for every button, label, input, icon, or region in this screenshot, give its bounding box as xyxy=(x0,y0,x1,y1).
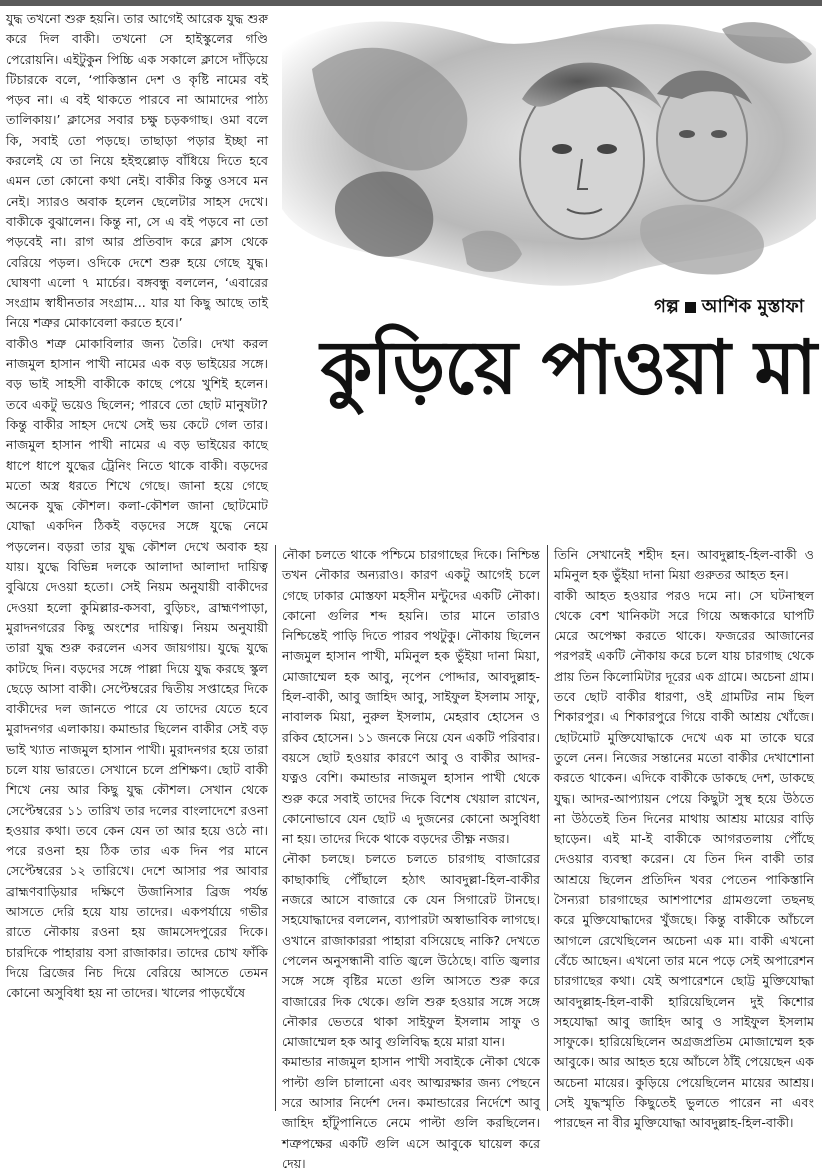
separator-square-icon xyxy=(685,302,696,313)
article-column-3 xyxy=(554,545,814,1131)
paragraph: তিনি সেখানেই শহীদ হন। আবদুল্লাহ-হিল-বাকী ও মমিনুল হক ভুঁইয়া দানা মিয়া গুরুতর আহত হন। xyxy=(554,547,814,583)
author-name: আশিক মুস্তাফা xyxy=(701,296,804,317)
category-label: গল্প xyxy=(654,296,679,317)
paragraph: নৌকা চলছে। চলতে চলতে চারগাছ বাজারের কাছাকাছি পৌঁছালে হঠাৎ আবদুল্লা-হিল-বাকীর নজরে আসে বাজারে কে যেন সিগারেট টানছে। সহযোদ্ধাদের বললেন, ব্যাপারটা অস্বাভাবিক লাগছে। ওখানে রাজাকাররা পাহারা বসিয়েছে নাকি? দেখতে পেলেন অনুসন্ধানী বাতি জ্বলে উঠেছে। বাতি জ্বলার সঙ্গে সঙ্গে বৃষ্টির মতো গুলি আসতে শুরু করে বাজারের দিক থেকে। গুলি শুরু হওয়ার সঙ্গে সঙ্গে নৌকার ভেতরে থাকা সাইফুল ইসলাম সাফু ও মোজাম্মেল হক আবু গুলিবিদ্ধ হয়ে মারা যান। xyxy=(282,851,540,1050)
paragraph: যুদ্ধ তখনো শুরু হয়নি। তার আগেই আরেক যুদ্ধ শুরু করে দিল বাকী। তখনো সে হাইস্কুলের গণ্ডি পেরোয়নি। এইটুকুন পিচ্চি এক সকালে ক্লাসে দাঁড়িয়ে টিচারকে বলে, ‘পাকিস্তান দেশ ও কৃষ্টি নামের বই পড়ব না। এ বই থাকতে পারবে না আমাদের পাঠ্য তালিকায়।’ ক্লাসের সবার চক্ষু চড়কগাছ। ওমা বলে কি, সবাই তো পড়ছে। তাছাড়া পড়ার ইচ্ছা না করলেই যে তা নিয়ে হইহুল্লোড় বাঁধিয়ে দিতে হবে এমন তো কোনো কথা নেই। বাকীর কিন্তু ওসবে মন নেই। স্যারও অবাক হলেন ছেলেটার সাহস দেখে। বাকীকে বুঝালেন। কিন্তু না, সে এ বই পড়বে না তো পড়বেই না। রাগ আর প্রতিবাদ করে ক্লাস থেকে বেরিয়ে পড়ল। ওদিকে দেশে শুরু হয়ে গেছে যুদ্ধ। ঘোষণা এলো ৭ মার্চের। বঙ্গবন্ধু বললেন, ‘এবারের সংগ্রাম স্বাধীনতার সংগ্রাম... যার যা কিছু আছে তাই নিয়ে শত্রুর মোকাবেলা করতে হবে।’ xyxy=(6,11,268,331)
article-column-1 xyxy=(6,9,268,1111)
paragraph: বাকী আহত হওয়ার পরও দমে না। সে ঘটনাস্থল থেকে বেশ খানিকটা সরে গিয়ে অন্ধকারে ঘাপটি মেরে অপেক্ষা করতে থাকে। ফজরের আজানের পরপরই একটি নৌকায় করে চলে যায় চারগাছ থেকে প্রায় তিন কিলোমিটার দূরের এক গ্রামে। অচেনা গ্রাম। তবে ছোট বাকীর ধারণা, ওই গ্রামটির নাম ছিল শিকারপুর। এ শিকারপুরে গিয়ে বাকী আশ্রয় খোঁজে। ছোটমোট মুক্তিযোদ্ধাকে দেখে এক মা তাকে ঘরে তুলে নেন। নিজের সন্তানের মতো বাকীর দেখাশোনা করতে থাকেন। এদিকে বাকীকে ডাকছে দেশ, ডাকছে যুদ্ধ। আদর-আপ্যায়ন পেয়ে কিছুটা সুস্থ হয়ে উঠতে না উঠতেই তিন দিনের মাথায় আশ্রয় মায়ের বাড়ি ছাড়েন। এই মা-ই বাকীকে আগরতলায় পৌঁছে দেওয়ার ব্যবস্থা করেন। যে তিন দিন বাকী তার আশ্রয়ে ছিলেন প্রতিদিন খবর পেতেন পাকিস্তানি সৈন্যরা চারগাছের আশপাশের গ্রামগুলো তছনছ করে মুক্তিযোদ্ধাদের খুঁজছে। কিন্তু বাকীকে আঁচলে আগলে রেখেছিলেন অচেনা এক মা। বাকী এখনো বেঁচে আছেন। এখনো তার মনে পড়ে সেই অপারেশন চারগাছের কথা। যেই অপারেশনে ছোট্ট মুক্তিযোদ্ধা আবদুল্লাহ-হিল-বাকী হারিয়েছিলেন দুই কিশোর সহযোদ্ধা আবু জাহিদ আবু ও সাইফুল ইসলাম সাফুকে। হারিয়েছিলেন অগ্রজপ্রতিম মোজাম্মেল হক আবুকে। আর আহত হয়ে আঁচলে ঠাঁই পেয়েছেন এক অচেনা মায়ের। কুড়িয়ে পেয়েছিলেন মায়ের আশ্রয়। সেই যুদ্ধস্মৃতি কিছুতেই ভুলতে পারেন না এবং পারছেন না বীর মুক্তিযোদ্ধা আবদুল্লাহ-হিল-বাকী। xyxy=(554,587,814,1131)
column-divider xyxy=(547,545,548,1111)
column-divider xyxy=(275,545,276,1111)
page-top-rule xyxy=(0,0,822,6)
story-title: কুড়িয়ে পাওয়া মা xyxy=(320,325,816,411)
paragraph: নৌকা চলতে থাকে পশ্চিমে চারগাছের দিকে। নিশ্চিন্ত তখন নৌকার অন্যরাও। কারণ একটু আগেই চলে গেছে ঢাকার মোস্তফা মহসীন মন্টুদের একটি নৌকা। কোনো গুলির শব্দ হয়নি। তার মানে তারাও নিশ্চিন্তেই পাড়ি দিতে পারব পথটুকু। নৌকায় ছিলেন নাজমুল হাসান পাখী, মমিনুল হক ভুঁইয়া দানা মিয়া, মোজাম্মেল হক আবু, নৃপেন পোদ্দার, আবদুল্লাহ-হিল-বাকী, আবু জাহিদ আবু, সাইফুল ইসলাম সাফু, নাবালক মিয়া, নুরুল ইসলাম, মেহরাব হোসেন ও রকিব হোসেন। ১১ জনকে নিয়ে যেন একটি পরিবার। বয়সে ছোট হওয়ার কারণে আবু ও বাকীর আদর-যত্নও বেশি। কমান্ডার নাজমুল হাসান পাখী থেকে শুরু করে সবাই তাদের দিকে বিশেষ খেয়াল রাখেন, কোনোভাবে যেন ছোট এ দুজনের কোনো অসুবিধা না হয়। তাদের দিকে থাকে বড়দের তীক্ষ্ণ নজর। xyxy=(282,547,540,847)
article-column-2 xyxy=(282,545,540,1171)
paragraph: কমান্ডার নাজমুল হাসান পাখী সবাইকে নৌকা থেকে পাল্টা গুলি চালানো এবং আত্মরক্ষার জন্য পেছনে সরে আসার নির্দেশ দেন। কমান্ডারের নির্দেশে আবু জাহিদ হাঁটুপানিতে নেমে পাল্টা গুলি করছিলেন। শত্রুপক্ষের একটি গুলি এসে আবুকে ঘায়েল করে দেয়। xyxy=(282,1054,540,1171)
story-illustration xyxy=(282,9,816,291)
paragraph: বাকীও শত্রু মোকাবিলার জন্য তৈরি। দেখা করল নাজমুল হাসান পাখী নামের এক বড় ভাইয়ের সঙ্গে। বড় ভাই সাহসী বাকীকে কাছে পেয়ে খুশিই হলেন। তবে একটু ভয়েও ছিলেন; পারবে তো ছোট মানুষটা? কিন্তু বাকীর সাহস দেখে সেই ভয় কেটে গেল তার। নাজমুল হাসান পাখী নামের এ বড় ভাইয়ের কাছে ধাপে ধাপে যুদ্ধের ট্রেনিং নিতে থাকে বাকী। বড়দের মতো অস্ত্র ধরতে শিখে গেছে। জানা হয়ে গেছে অনেক যুদ্ধ কৌশল। কলা-কৌশল জানা ছোটমোট যোদ্ধা একদিন ঠিকই বড়দের সঙ্গে যুদ্ধে নেমে পড়লেন। বড়রা তার যুদ্ধ কৌশল দেখে অবাক হয় যায়। যুদ্ধে বিভিন্ন দলকে আলাদা আলাদা দায়িত্ব বুঝিয়ে দেওয়া হতো। সেই নিয়ম অনুযায়ী বাকীদের দেওয়া হলো কুমিল্লার-কসবা, বুড়িচং, ব্রাহ্মণপাড়া, মুরাদনগরের কিছু অংশের দায়িত্ব। নিয়ম অনুযায়ী তারা যুদ্ধ শুরু করলেন এসব জায়গায়। যুদ্ধে যুদ্ধে কাটছে দিন। বড়দের সঙ্গে পাল্লা দিয়ে যুদ্ধ করছে স্কুল ছেড়ে আসা বাকী। সেপ্টেম্বরের দ্বিতীয় সপ্তাহের দিকে বাকীদের দল জানতে পারে যে তাদের যেতে হবে মুরাদনগর এলাকায়। কমান্ডার ছিলেন বাকীর সেই বড় ভাই খ্যাত নাজমুল হাসান পাখী। মুরাদনগর হয়ে তারা চলে যায় ভারতে। সেখানে চলে প্রশিক্ষণ। ছোট বাকী শিখে নেয় আর কিছু যুদ্ধ কৌশল। সেখান থেকে সেপ্টেম্বরের ১১ তারিখ তার দলের বাংলাদেশে রওনা হওয়ার কথা। তবে কেন যেন তা আর হয়ে ওঠে না। পরে রওনা হয় ঠিক তার এক দিন পর মানে সেপ্টেম্বরের ১২ তারিখে। দেশে আসার পর আবার ব্রাহ্মণবাড়িয়ার দক্ষিণে উজানিসার ব্রিজ পর্যন্ত আসতে দেরি হয়ে যায় তাদের। একপর্যায়ে গভীর রাতে নৌকায় রওনা হয় জামসেদপুরের দিকে। চারদিকে পাহারায় বসা রাজাকার। তাদের চোখ ফাঁকি দিয়ে ব্রিজের নিচ দিয়ে বেরিয়ে আসতে তেমন কোনো অসুবিধা হয় না তাদের। খালের পাড়ঘেঁষে xyxy=(6,335,268,1001)
illustration-art xyxy=(282,9,816,291)
